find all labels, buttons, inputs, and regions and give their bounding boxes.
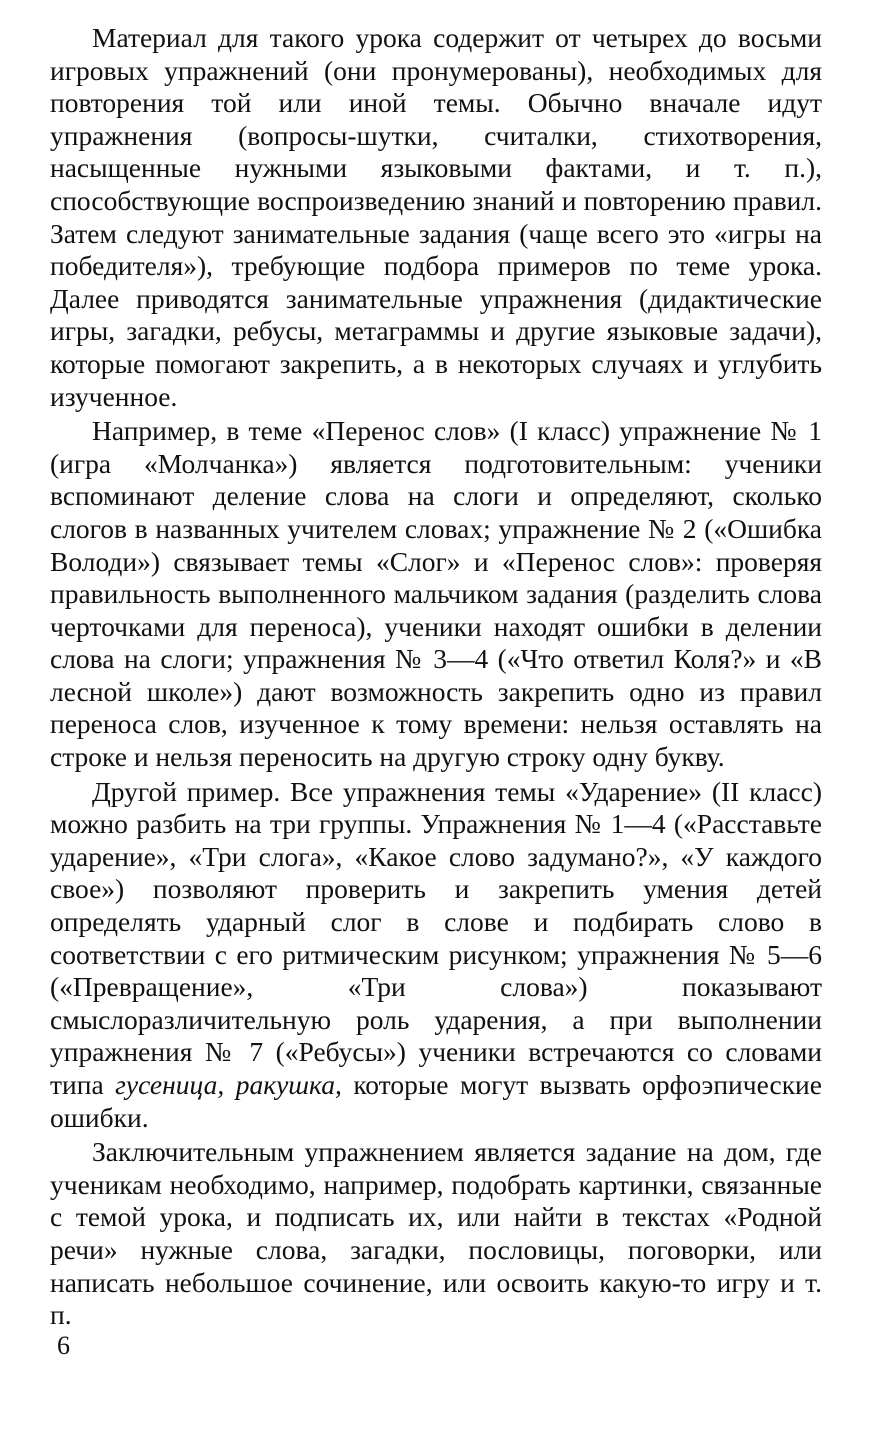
paragraph-2: Например, в теме «Перенос слов» (I класс) упражнение № 1 (игра «Молчанка») является подготовительным: ученики вспоминают деление слова на слоги и определяют, сколько слогов в названных учителем словах; упражнение № 2 («Ошибка Володи») связывает темы «Слог» и «Перенос слов»: проверяя правильность выполненного мальчиком задания (разделить слова черточками для переноса), ученики находят ошибки в делении слова на слоги; упражнения № 3—4 («Что ответил Коля?» и «В лесной школе») дают возможность закрепить одно из правил переноса слов, изученное к тому времени: нельзя оставлять на строке и нельзя переносить на другую строку одну букву. [50,415,822,773]
paragraph-3-text-after: которые могут вызвать орфоэпические ошибки. [50,1069,822,1133]
paragraph-3 [50,776,822,1135]
paragraph-4: Заключительным упражнением является задание на дом, где ученикам необходимо, например, подобрать картинки, связанные с темой урока, и подписать их, или найти в текстах «Родной речи» нужные слова, загадки, пословицы, поговорки, или написать небольшое сочинение, или освоить какую-то игру и т. п. [50,1136,822,1331]
page-number: 6 [57,1331,70,1360]
paragraph-3-text-before: Другой пример. Все упражнения темы «Ударение» (II класс) можно разбить на три группы. Упражнения № 1—4 («Расставьте ударение», «Три слога», «Какое слово задумано?», «У каждого свое») позволяют проверить и закрепить умения детей определять ударный слог в слове и подбирать слово в соответствии с его ритмическим рисунком; упражнения № 5—6 («Превращение», «Три слова») показывают смыслоразличительную роль ударения, а при выполнении упражнения № 7 («Ребусы») ученики встречаются со словами типа [50,775,822,1100]
page-body [50,22,822,1334]
paragraph-3-italic-examples: гусеница, ракушка, [115,1069,342,1100]
paragraph-1: Материал для такого урока содержит от четырех до восьми игровых упражнений (они пронумерованы), необходимых для повторения той или иной темы. Обычно вначале идут упражнения (вопросы-шутки, считалки, стихотворения, насыщенные нужными языковыми фактами, и т. п.), способствующие воспроизведению знаний и повторению правил. Затем следуют занимательные задания (чаще всего это «игры на победителя»), требующие подбора примеров по теме урока. Далее приводятся занимательные упражнения (дидактические игры, загадки, ребусы, метаграммы и другие языковые задачи), которые помогают закрепить, а в некоторых случаях и углубить изученное. [50,22,822,412]
